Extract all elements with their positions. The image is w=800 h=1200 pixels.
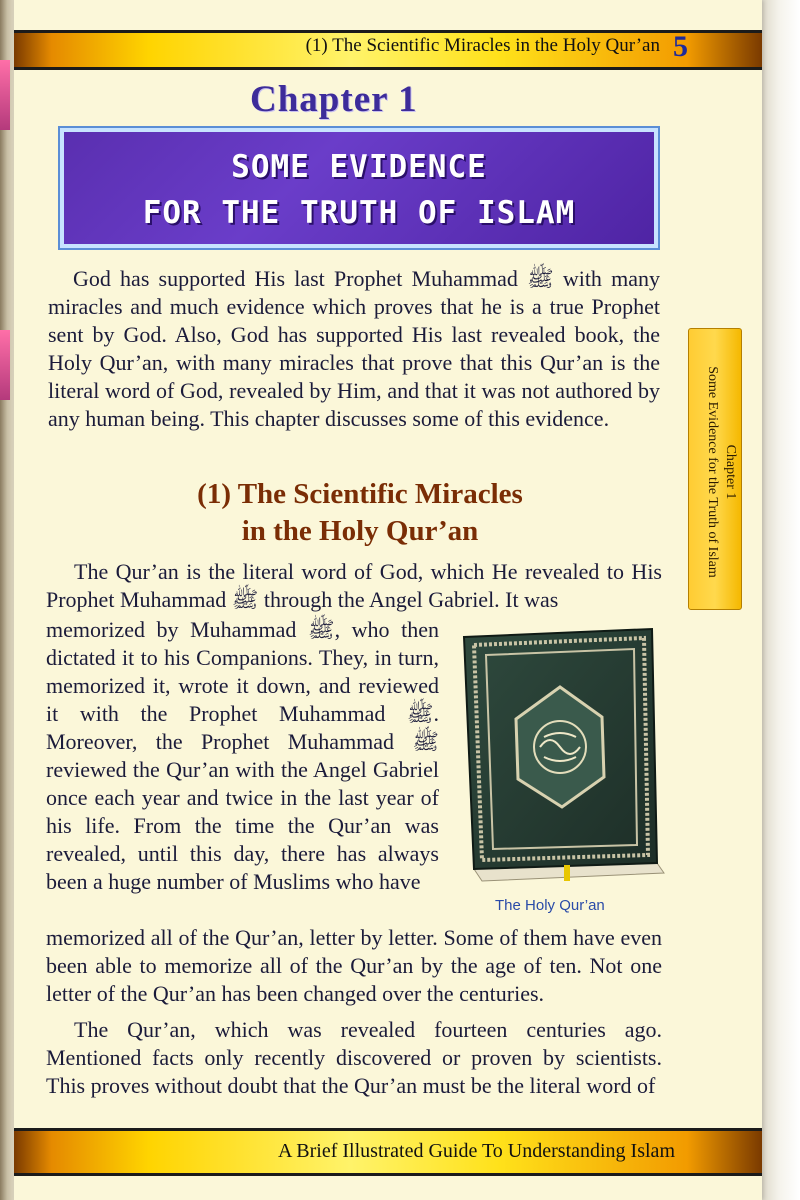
- section-title-line: in the Holy Qur’an: [241, 515, 479, 547]
- body-paragraph-wrapped: memorized by Muhammad ﷺ, who then dictated it to his Companions. They, in turn, memorized it, wrote it down, and reviewed it with the Prophet Muhammad ﷺ. Moreover, the Prophet Muhammad ﷺ reviewed the Qur’an with the Angel Gabriel once each year and twice in the last year of his life. From the time the Qur’an was revealed, until this day, there has always been a huge number of Muslims who have: [46, 617, 439, 894]
- page-number: 5: [673, 30, 688, 63]
- holy-quran-book-image: [452, 627, 667, 882]
- chapter-title-line: SOME EVIDENCE: [231, 149, 487, 185]
- side-tab-text: [693, 341, 739, 603]
- section-title: [120, 476, 600, 550]
- spine-stripe: [0, 330, 10, 400]
- body-paragraph: The Qur’an is the literal word of God, which He revealed to His Prophet Muhammad ﷺ through the Angel Gabriel. It was: [46, 559, 662, 612]
- spine-stripe: [0, 60, 10, 130]
- chapter-side-tab: [688, 328, 742, 610]
- section-title-line: (1) The Scientific Miracles: [197, 478, 523, 510]
- figure-caption: The Holy Qur’an: [495, 897, 605, 914]
- chapter-title-box: [60, 128, 658, 248]
- intro-paragraph: God has supported His last Prophet Muhammad ﷺ with many miracles and much evidence which proves that he is a true Prophet sent by God. Also, God has supported His last revealed book, the Holy Qur’an, with many miracles that prove that this Qur’an is the literal word of God, revealed by Him, and that it was not authored by any human being. This chapter discusses some of this evidence.: [48, 266, 660, 431]
- chapter-heading: Chapter 1: [250, 79, 418, 120]
- footer-book-title: A Brief Illustrated Guide To Understanding Islam: [277, 1140, 675, 1162]
- side-tab-line: Some Evidence for the Truth of Islam: [705, 366, 720, 578]
- running-header: (1) The Scientific Miracles in the Holy Qur’an: [305, 35, 660, 56]
- page-edges: [758, 0, 800, 1200]
- body-paragraph-continued: memorized all of the Qur’an, letter by letter. Some of them have even been able to memorize all of the Qur’an by the age of ten. Not one letter of the Qur’an has been changed over the centuries.: [46, 925, 662, 1006]
- side-tab-line: Chapter 1: [723, 444, 738, 500]
- body-paragraph: The Qur’an, which was revealed fourteen centuries ago. Mentioned facts only recently discovered or proven by scientists. This proves without doubt that the Qur’an must be the literal word of: [46, 1017, 662, 1098]
- bookmark-ribbon: [564, 865, 570, 881]
- chapter-title-line: FOR THE TRUTH OF ISLAM: [142, 195, 576, 231]
